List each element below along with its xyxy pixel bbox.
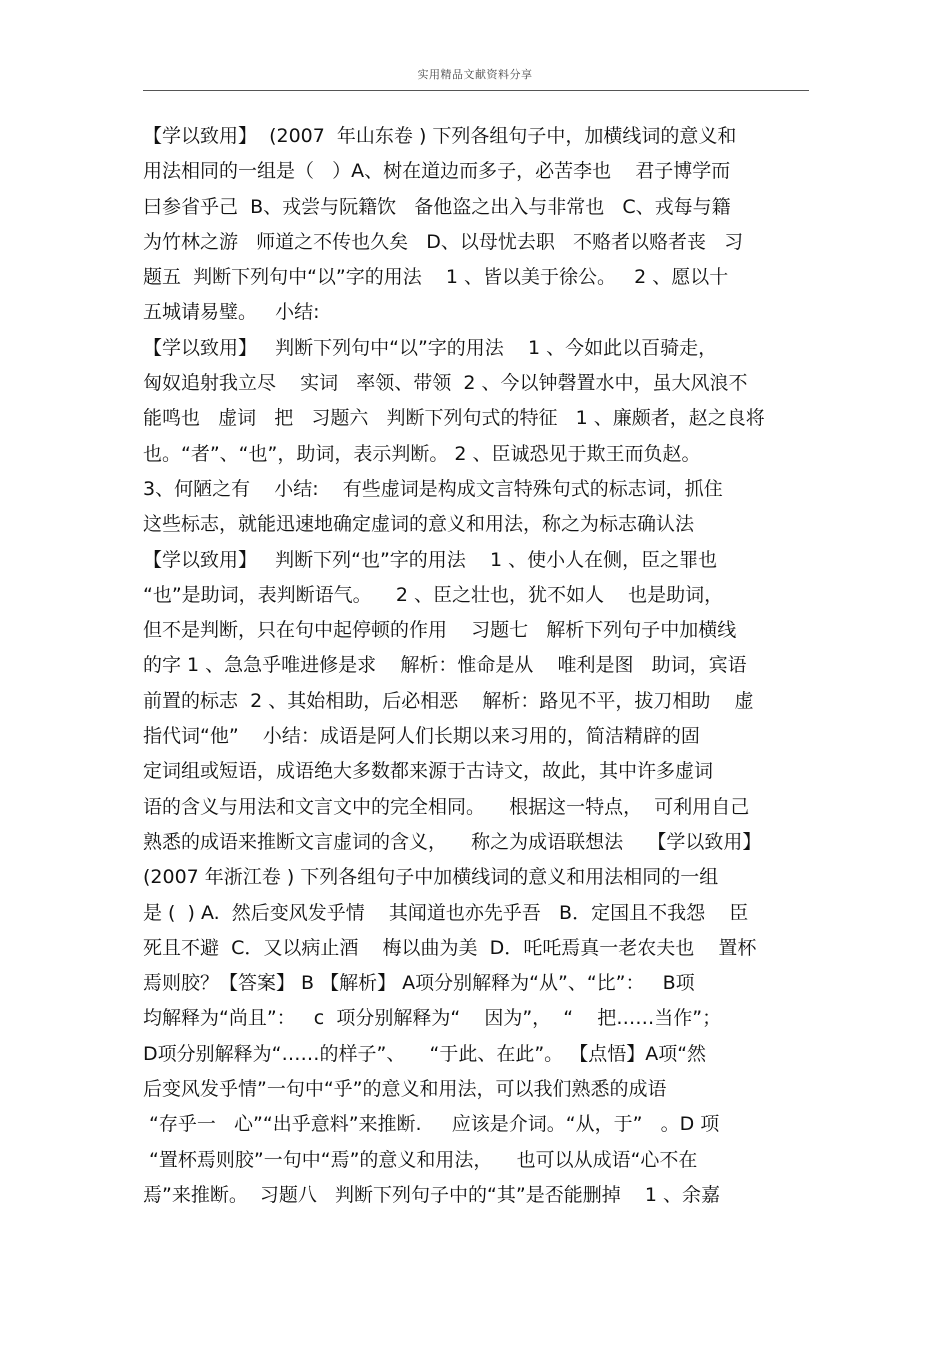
- text-line: 是 ( ) A. 然后变风发乎情 其闻道也亦先乎吾 B．定国且不我怨 臣: [143, 901, 749, 924]
- text-line: 匈奴追射我立尽 实词 率领、带领 2 、今以钟磬置水中，虽大风浪不: [143, 372, 748, 395]
- text-line: 焉”来推断。 习题八 判断下列句子中的“其”是否能删掉 1 、余嘉: [143, 1183, 721, 1206]
- text-line: 【学以致用】 判断下列“也”字的用法 1 、使小人在侧，臣之罪也: [143, 548, 718, 571]
- text-line: 语的含义与用法和文言文中的完全相同。 根据这一特点， 可利用自己: [143, 795, 750, 818]
- header-divider: [143, 90, 809, 91]
- text-line: 为竹林之游 师道之不传也久矣 D、以母忧去职 不赂者以赂者丧 习: [143, 230, 744, 253]
- text-line: 但不是判断，只在句中起停顿的作用 习题七 解析下列句子中加横线: [143, 619, 737, 642]
- text-line: 的字 1 、急急乎唯进修是求 解析：惟命是从 唯利是图 助词，宾语: [143, 654, 747, 677]
- text-line: 均解释为“尚且”： c 项分别解释为“ 因为”， “ 把……当作”；: [143, 1007, 722, 1030]
- text-line: (2007 年浙江卷 ) 下列各组句子中加横线词的意义和用法相同的一组: [143, 866, 719, 889]
- text-line: 五城请易璧。 小结:: [143, 301, 320, 324]
- text-line: 用法相同的一组是（ ）A、树在道边而多子，必苦李也 君子博学而: [143, 160, 731, 183]
- text-line: 这些标志，就能迅速地确定虚词的意义和用法，称之为标志确认法: [143, 513, 695, 536]
- text-line: 后变风发乎情”一句中“乎”的意义和用法，可以我们熟悉的成语: [143, 1078, 667, 1101]
- text-line: 3、何陋之有 小结: 有些虚词是构成文言特殊句式的标志词，抓住: [143, 477, 723, 500]
- text-line: 也。“者”、“也”，助词，表示判断。 2 、臣诚恐见于欺王而负赵。: [143, 442, 701, 465]
- text-line: “存乎一 心”“出乎意料”来推断. 应该是介词。“从，于” 。D 项: [143, 1113, 720, 1136]
- text-line: 焉则胶？【答案】 B 【解析】 A项分别解释为“从”、“比”： B项: [143, 972, 695, 995]
- text-line: 【学以致用】 (2007 年山东卷 ) 下列各组句子中，加横线词的意义和: [143, 125, 737, 147]
- text-line: 死且不避 C．又以病止酒 梅以曲为美 D．吒吒焉真一老农夫也 置杯: [143, 936, 757, 959]
- text-line: 前置的标志 2 、其始相助，后必相恶 解析：路见不平，拔刀相助 虚: [143, 689, 754, 712]
- text-line: “置杯焉则胶”一句中“焉”的意义和用法， 也可以从成语“心不在: [143, 1148, 698, 1171]
- page-header: 实用精品文献资料分享: [417, 68, 533, 81]
- text-line: 【学以致用】 判断下列句中“以”字的用法 1 、今如此以百骑走，: [143, 336, 718, 359]
- document-body: [143, 119, 833, 1213]
- text-line: D项分别解释为“……的样子”、 “于此、在此”。 【点悟】A项“然: [143, 1042, 707, 1065]
- text-line: “也”是助词，表判断语气。 2 、臣之壮也，犹不如人 也是助词，: [143, 583, 724, 606]
- text-line: 指代词“他” 小结：成语是阿人们长期以来习用的，简洁精辟的固: [143, 725, 700, 748]
- text-line: 定词组或短语，成语绝大多数都来源于古诗文，故此，其中许多虚词: [143, 760, 714, 783]
- text-line: 能鸣也 虚词 把 习题六 判断下列句式的特征 1 、廉颇者，赵之良将: [143, 407, 765, 430]
- text-line: 曰参省乎己 B、戎尝与阮籍饮 备他盗之出入与非常也 C、戎每与籍: [143, 195, 731, 218]
- text-line: 熟悉的成语来推断文言虚词的含义， 称之为成语联想法 【学以致用】: [143, 830, 762, 853]
- text-line: 题五 判断下列句中“以”字的用法 1 、皆以美于徐公。 2 、愿以十: [143, 266, 729, 289]
